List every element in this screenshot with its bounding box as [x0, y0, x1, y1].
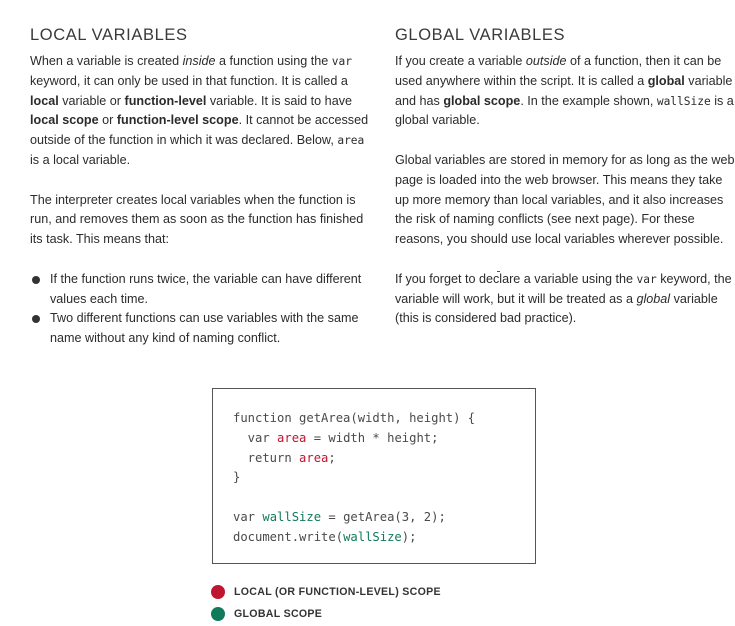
- global-variables-heading: GLOBAL VARIABLES: [395, 26, 566, 44]
- stray-mark: [497, 271, 500, 272]
- legend-local-label: LOCAL (OR FUNCTION-LEVEL) SCOPE: [234, 586, 441, 598]
- local-variables-heading: LOCAL VARIABLES: [30, 26, 188, 44]
- legend: [211, 581, 441, 625]
- local-scope-dot-icon: [211, 585, 225, 599]
- list-item: If the function runs twice, the variable can have different values each time.: [30, 270, 370, 310]
- global-scope-dot-icon: [211, 607, 225, 621]
- bullet-icon: [32, 276, 40, 284]
- code-listing: function getArea(width, height) { var area = width * height; return area; } var wallSize = getArea(3, 2); document.write(wallSize);: [233, 411, 476, 544]
- global-variables-section: [395, 24, 735, 329]
- bullet-icon: [32, 315, 40, 323]
- local-intro-paragraph: When a variable is created inside a function using the var keyword, it can only be used in that function. It is called a local variable or function-level variable. It is said to have local scope or function-level scope. It cannot be accessed outside of the function in which it was declared. Below, area is a local variable.: [30, 54, 369, 167]
- legend-global-label: GLOBAL SCOPE: [234, 608, 323, 620]
- global-variable-token: wallSize: [262, 509, 322, 524]
- local-bullet-list: [30, 270, 370, 349]
- global-forget-var-paragraph: If you forget to declare a variable using the var keyword, the variable will work, but it will be treated as a global variable (this is considered bad practice).: [395, 271, 732, 326]
- local-variable-token: area: [277, 430, 307, 445]
- local-variable-token: area: [299, 450, 329, 465]
- code-example-box: [212, 388, 536, 564]
- global-variable-token: wallSize: [343, 529, 402, 544]
- list-item: Two different functions can use variables with the same name without any kind of naming conflict.: [30, 309, 370, 349]
- legend-local-row: [211, 581, 441, 603]
- legend-global-row: [211, 603, 441, 625]
- local-variables-section: [30, 24, 370, 349]
- local-lifecycle-paragraph: The interpreter creates local variables when the function is run, and removes them as soon as the function has finished its task. This means that:: [30, 192, 364, 247]
- global-memory-paragraph: Global variables are stored in memory for as long as the web page is loaded into the web browser. This means they take up more memory than local variables, and it also increases the risk of naming conflicts (see next page). For these reasons, you should use local variables wherever possible.: [395, 152, 735, 247]
- global-intro-paragraph: If you create a variable outside of a function, then it can be used anywhere within the script. It is called a global variable and has global scope. In the example shown, wallSize is a global variable.: [395, 54, 734, 128]
